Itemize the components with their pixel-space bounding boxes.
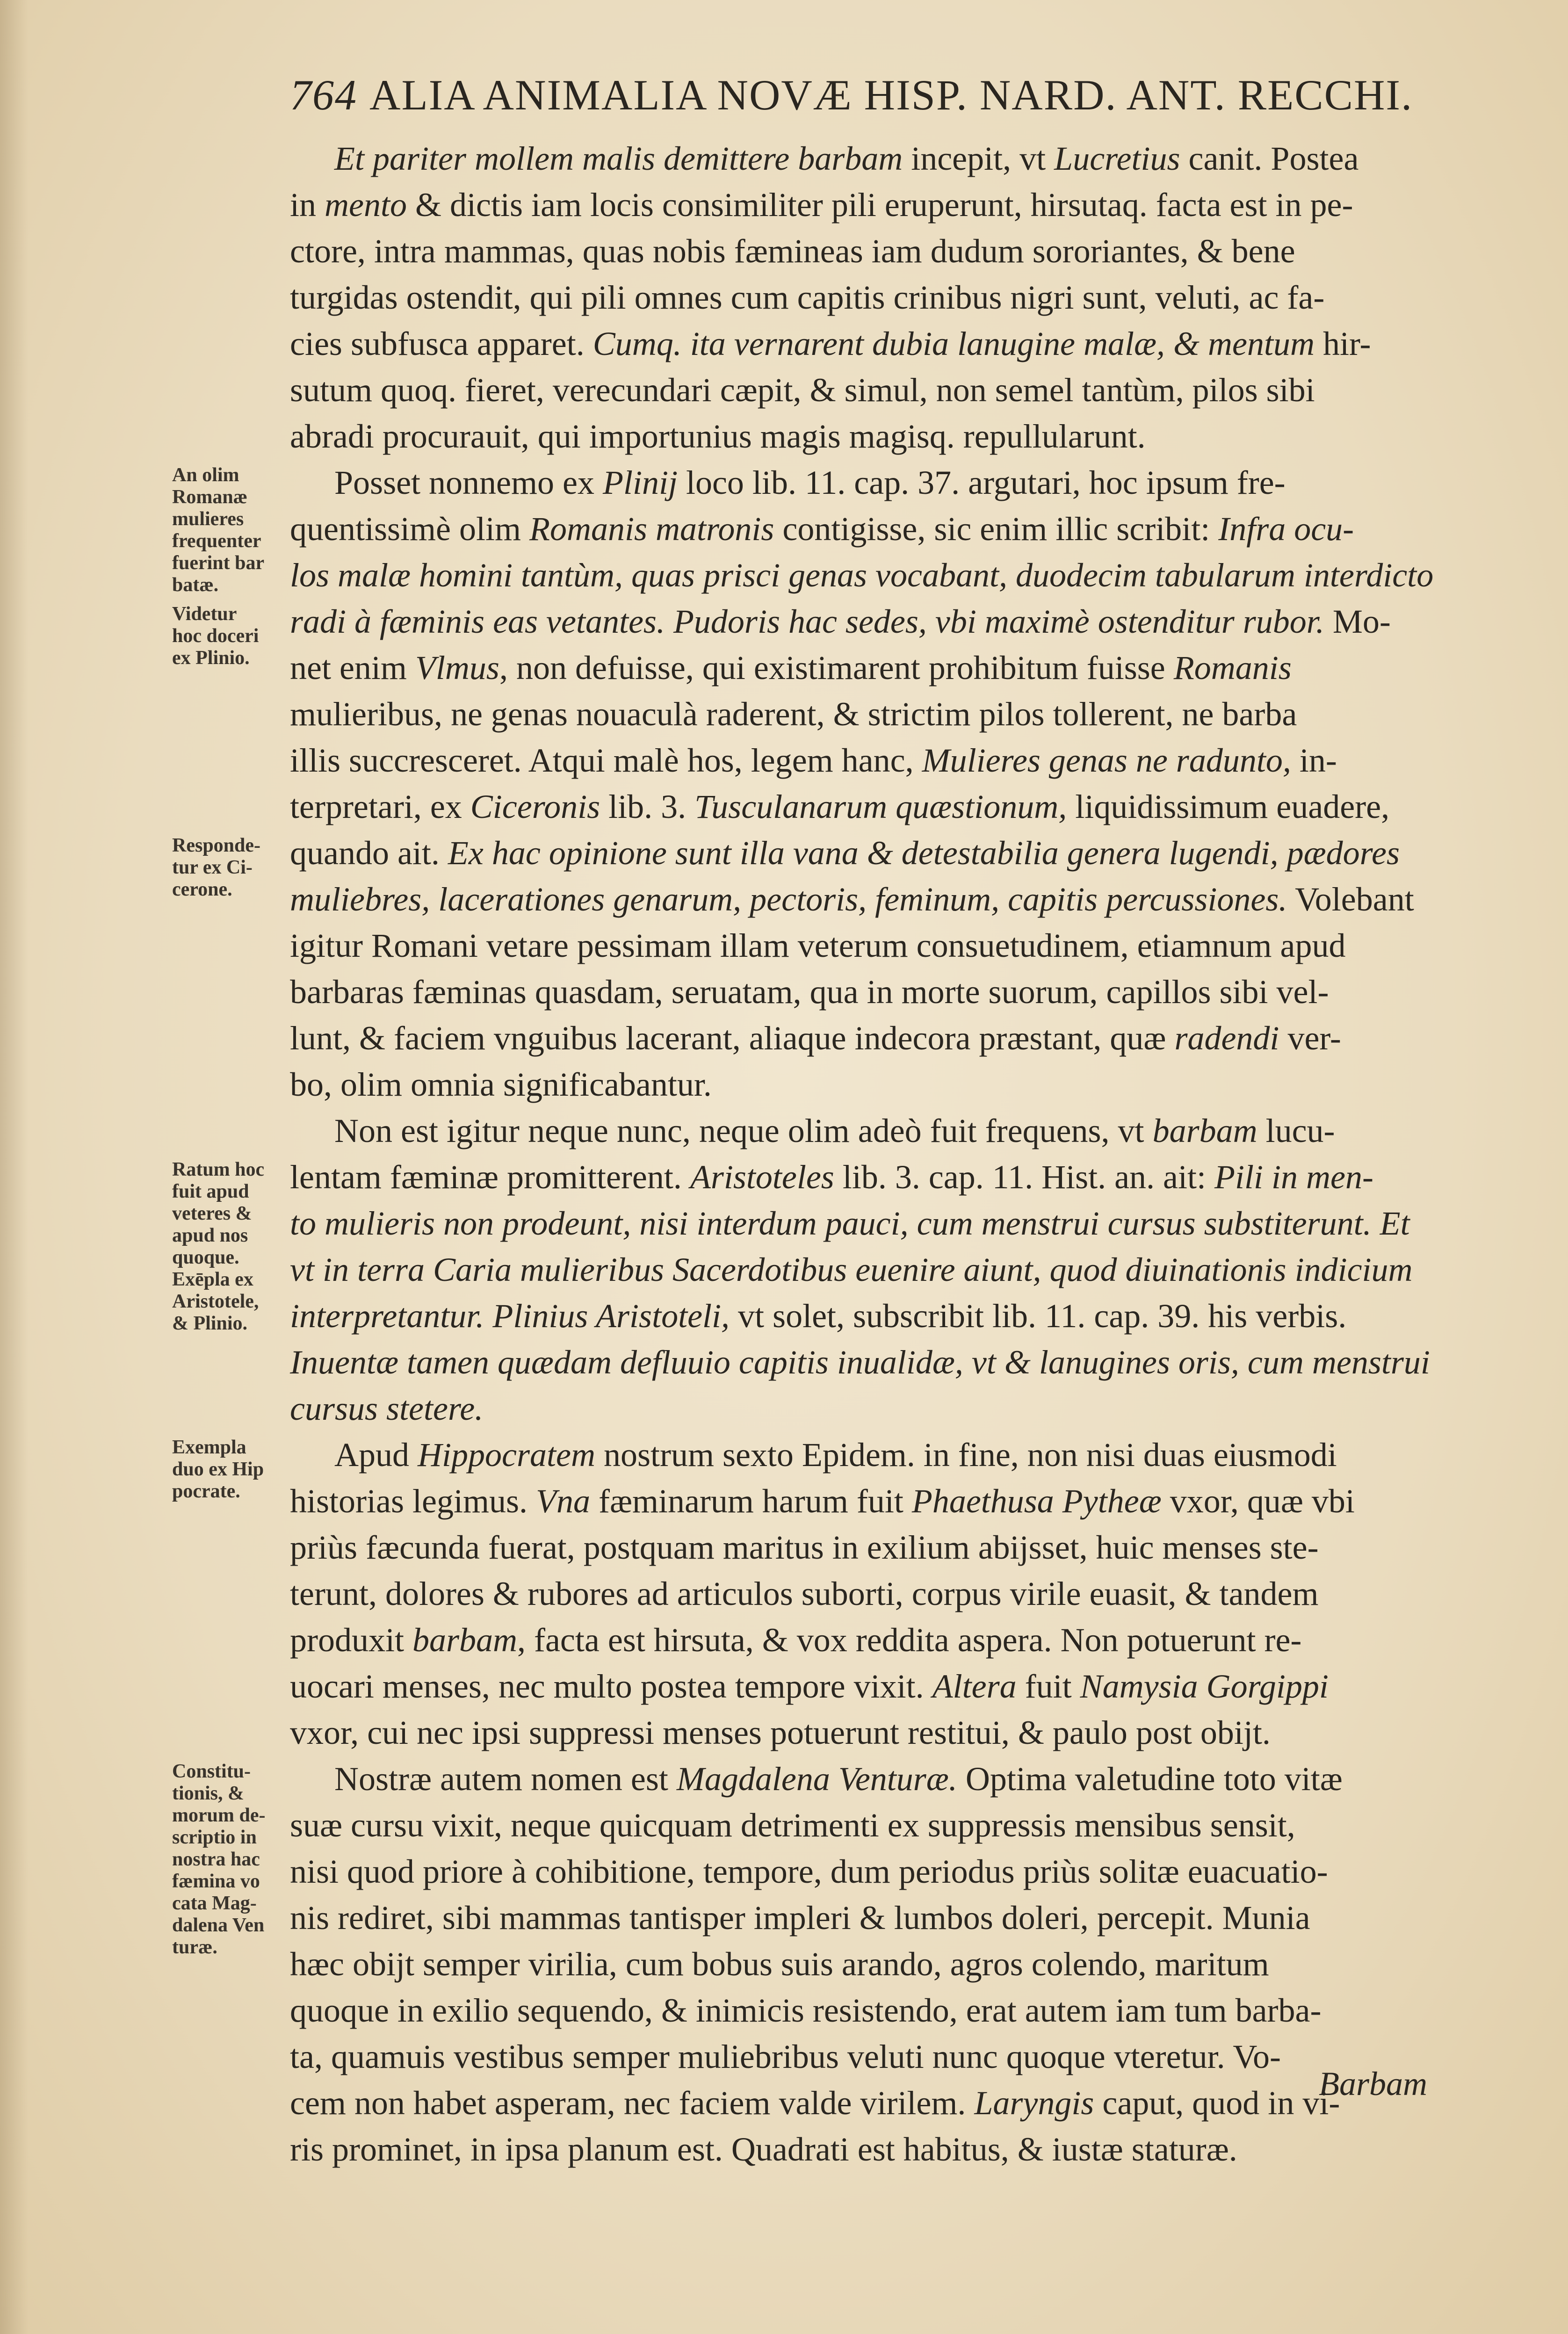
- margin-note-line: Exempla: [172, 1437, 246, 1458]
- italic-span: Ciceronis: [470, 788, 600, 825]
- margin-note-line: batæ.: [172, 574, 219, 596]
- text-line: [290, 1293, 1487, 1339]
- italic-span: Vlmus: [415, 649, 499, 686]
- text-span: ver-: [1279, 1019, 1341, 1057]
- text-span: in: [290, 186, 325, 224]
- text-line: [290, 321, 1487, 367]
- text-line: [290, 1247, 1487, 1293]
- text-line: [290, 1895, 1487, 1941]
- text-span: cem non habet asperam, nec faciem valde virilem.: [290, 2084, 975, 2122]
- text-line: [290, 413, 1487, 460]
- text-span: uocari menses, nec multo postea tempore vixit.: [290, 1668, 932, 1705]
- margin-note-line: fuerint bar: [172, 552, 265, 574]
- text-line: [290, 2126, 1487, 2173]
- margin-note-line: Ratum hoc: [172, 1159, 265, 1180]
- text-line: [290, 830, 1487, 876]
- text-line: [290, 1756, 1487, 1802]
- text-span: fæminarum harum fuit: [590, 1482, 912, 1520]
- text-line: [290, 1987, 1487, 2034]
- margin-note-line: dalena Ven: [172, 1915, 265, 1936]
- margin-note-line: nostra hac: [172, 1849, 260, 1870]
- margin-note: [172, 464, 289, 596]
- italic-span: barbam: [412, 1621, 517, 1659]
- text-span: nostrum sexto Epidem. in fine, non nisi duas eiusmodi: [595, 1436, 1337, 1474]
- margin-note-line: Videtur: [172, 603, 237, 625]
- text-line: [290, 1200, 1487, 1247]
- text-line: [290, 1154, 1487, 1200]
- text-span: Mo-: [1324, 603, 1391, 640]
- margin-note-line: An olim: [172, 464, 239, 486]
- text-span: lentam fæminæ promitterent.: [290, 1158, 690, 1196]
- italic-span: Magdalena Venturæ.: [676, 1760, 957, 1798]
- text-line: [290, 136, 1487, 182]
- text-span: nisi quod priore à cohibitione, tempore, dum periodus priùs solitæ euacuatio-: [290, 1853, 1328, 1890]
- margin-note-line: ex Plinio.: [172, 647, 250, 669]
- binding-shadow: [0, 0, 28, 2334]
- text-span: suæ cursu vixit, neque quicquam detrimenti ex suppressis mensibus sensit,: [290, 1807, 1295, 1844]
- italic-span: Inuentæ tamen quædam defluuio capitis inualidæ, vt & lanugines oris, cum menstrui: [290, 1344, 1430, 1381]
- italic-span: Phaethusa Pytheæ: [911, 1482, 1162, 1520]
- text-line: [290, 737, 1487, 784]
- text-span: bo, olim omnia significabantur.: [290, 1066, 712, 1103]
- text-line: [290, 969, 1487, 1015]
- margin-note-line: duo ex Hip: [172, 1459, 264, 1480]
- text-span: nis rediret, sibi mammas tantisper impleri & lumbos doleri, percepit. Munia: [290, 1899, 1310, 1937]
- text-span: net enim: [290, 649, 415, 686]
- text-span: Apud: [334, 1436, 418, 1474]
- text-span: terunt, dolores & rubores ad articulos suborti, corpus virile euasit, & tandem: [290, 1575, 1319, 1612]
- italic-span: Tusculanarum quæstionum,: [694, 788, 1067, 825]
- text-span: Non est igitur neque nunc, neque olim adeò fuit frequens, vt: [334, 1112, 1153, 1149]
- italic-span: Hippocratem: [418, 1436, 595, 1474]
- text-line: [290, 691, 1487, 737]
- text-line: [290, 1478, 1487, 1525]
- italic-span: cursus stetere.: [290, 1390, 484, 1427]
- italic-span: vt in terra Caria mulieribus Sacerdotibus euenire aiunt, quod diuinationis indicium: [290, 1251, 1413, 1288]
- italic-span: Laryngis: [974, 2084, 1094, 2122]
- text-line: [290, 1802, 1487, 1849]
- margin-note-line: Responde-: [172, 835, 261, 856]
- text-line: [290, 1617, 1487, 1663]
- text-span: vxor, quæ vbi: [1161, 1482, 1355, 1520]
- text-span: Volebant: [1287, 881, 1414, 918]
- text-line: [290, 784, 1487, 830]
- italic-span: Cumq. ita vernarent dubia lanugine malæ, & mentum: [593, 325, 1315, 362]
- margin-note-line: cata Mag-: [172, 1893, 257, 1914]
- page-header: [290, 70, 1413, 120]
- text-span: lib. 3. cap. 11. Hist. an. ait:: [834, 1158, 1215, 1196]
- italic-span: Altera: [932, 1668, 1017, 1705]
- text-line: [290, 876, 1487, 923]
- text-span: lucu-: [1257, 1112, 1335, 1149]
- text-line: [290, 645, 1487, 691]
- text-span: ris prominet, in ipsa planum est. Quadrati est habitus, & iustæ staturæ.: [290, 2131, 1237, 2168]
- italic-span: Romanis matronis: [529, 510, 774, 548]
- text-span: fuit: [1016, 1668, 1080, 1705]
- text-line: [290, 506, 1487, 552]
- text-span: cies subfusca apparet.: [290, 325, 593, 362]
- text-span: abradi procurauit, qui importunius magis magisq. repullularunt.: [290, 418, 1146, 455]
- text-line: [290, 1108, 1487, 1154]
- text-line: [290, 1015, 1487, 1062]
- margin-note-line: quoque.: [172, 1247, 239, 1268]
- text-span: terpretari, ex: [290, 788, 470, 825]
- margin-note-line: morum de-: [172, 1805, 266, 1826]
- text-span: incepit, vt: [903, 140, 1055, 177]
- text-span: quando ait.: [290, 834, 448, 872]
- margin-note-line: cerone.: [172, 879, 232, 900]
- margin-note-line: frequenter: [172, 530, 261, 552]
- text-line: [290, 2034, 1487, 2080]
- text-span: & dictis iam locis consimiliter pili eruperunt, hirsutaq. facta est in pe-: [406, 186, 1353, 224]
- margin-note-line: Exēpla ex: [172, 1269, 253, 1290]
- text-span: illis succresceret. Atqui malè hos, legem hanc,: [290, 742, 922, 779]
- text-line: [290, 1710, 1487, 1756]
- text-line: [290, 1849, 1487, 1895]
- text-span: priùs fæcunda fuerat, postquam maritus in exilium abijsset, huic menses ste-: [290, 1529, 1319, 1566]
- margin-note-line: scriptio in: [172, 1827, 257, 1848]
- text-line: [290, 367, 1487, 413]
- margin-note: [172, 835, 289, 901]
- text-span: historias legimus.: [290, 1482, 536, 1520]
- italic-span: Et pariter mollem malis demittere barbam: [334, 140, 903, 177]
- italic-span: to mulieris non prodeunt, nisi interdum pauci, cum menstrui cursus substiterunt. Et: [290, 1205, 1410, 1242]
- catchword: Barbam: [1319, 2065, 1427, 2103]
- text-line: [290, 599, 1487, 645]
- text-line: [290, 460, 1487, 506]
- italic-span: muliebres, lacerationes genarum, pectoris, feminum, capitis percussiones.: [290, 881, 1287, 918]
- text-line: [290, 275, 1487, 321]
- text-span: produxit: [290, 1621, 412, 1659]
- margin-note-line: tionis, &: [172, 1783, 245, 1804]
- italic-span: Infra ocu-: [1218, 510, 1354, 548]
- text-span: quoque in exilio sequendo, & inimicis resistendo, erat autem iam tum barba-: [290, 1992, 1322, 2029]
- text-span: , non defuisse, qui existimarent prohibitum fuisse: [499, 649, 1174, 686]
- running-title: ALIA ANIMALIA NOVÆ HISP. NARD. ANT. RECCHI.: [369, 71, 1413, 119]
- text-line: [290, 228, 1487, 275]
- text-line: [290, 552, 1487, 599]
- italic-span: Lucretius: [1054, 140, 1180, 177]
- text-line: [290, 1432, 1487, 1478]
- margin-note-line: Aristotele,: [172, 1291, 259, 1312]
- text-span: vxor, cui nec ipsi suppressi menses potuerunt restitui, & paulo post obijt.: [290, 1714, 1271, 1751]
- text-line: [290, 1525, 1487, 1571]
- text-line: [290, 1571, 1487, 1617]
- body-text: [290, 136, 1487, 2173]
- text-line: [290, 2080, 1487, 2126]
- margin-note: [172, 1159, 289, 1335]
- text-span: igitur Romani vetare pessimam illam veterum consuetudinem, etiamnum apud: [290, 927, 1346, 964]
- margin-note-line: tur ex Ci-: [172, 857, 253, 878]
- text-span: vt solet, subscribit lib. 11. cap. 39. his verbis.: [730, 1297, 1347, 1335]
- text-span: hæc obijt semper virilia, cum bobus suis arando, agros colendo, maritum: [290, 1945, 1269, 1983]
- margin-note-line: apud nos: [172, 1225, 248, 1246]
- text-span: turgidas ostendit, qui pili omnes cum capitis crinibus nigri sunt, veluti, ac fa-: [290, 279, 1325, 316]
- italic-span: mento: [325, 186, 407, 224]
- italic-span: radi à fæminis eas vetantes. Pudoris hac sedes, vbi maximè ostenditur rubor.: [290, 603, 1324, 640]
- margin-note-line: hoc doceri: [172, 625, 259, 647]
- text-line: [290, 923, 1487, 969]
- text-span: barbaras fæminas quasdam, seruatam, qua in morte suorum, capillos sibi vel-: [290, 973, 1329, 1011]
- text-span: ctore, intra mammas, quas nobis fæmineas iam dudum sororiantes, & bene: [290, 232, 1295, 270]
- text-span: ta, quamuis vestibus semper muliebribus veluti nunc quoque vteretur. Vo-: [290, 2038, 1281, 2075]
- italic-span: radendi: [1174, 1019, 1279, 1057]
- text-span: , facta est hirsuta, & vox reddita aspera. Non potuerunt re-: [517, 1621, 1302, 1659]
- margin-note-line: & Plinio.: [172, 1313, 248, 1334]
- text-span: quentissimè olim: [290, 510, 529, 548]
- italic-span: Plinij: [602, 464, 678, 501]
- italic-span: Pili in men-: [1214, 1158, 1373, 1196]
- margin-note-line: veteres &: [172, 1203, 252, 1224]
- italic-span: Mulieres genas ne radunto,: [922, 742, 1291, 779]
- text-line: [290, 1663, 1487, 1710]
- margin-note-line: mulieres: [172, 508, 244, 530]
- text-span: Optima valetudine toto vitæ: [957, 1760, 1343, 1798]
- text-span: caput, quod in vi-: [1094, 2084, 1340, 2122]
- margin-note-line: turæ.: [172, 1937, 217, 1958]
- margin-note-line: fæmina vo: [172, 1871, 260, 1892]
- text-span: loco lib. 11. cap. 37. argutari, hoc ipsum fre-: [677, 464, 1286, 501]
- italic-span: interpretantur. Plinius Aristoteli,: [290, 1297, 730, 1335]
- text-span: in-: [1291, 742, 1337, 779]
- margin-note-line: Constitu-: [172, 1761, 251, 1782]
- text-line: [290, 1941, 1487, 1987]
- text-span: liquidissimum euadere,: [1067, 788, 1390, 825]
- text-span: canit. Postea: [1180, 140, 1359, 177]
- margin-note-line: pocrate.: [172, 1481, 240, 1502]
- margin-note: [172, 603, 289, 669]
- text-span: hir-: [1314, 325, 1371, 362]
- italic-span: Aristoteles: [690, 1158, 834, 1196]
- italic-span: Ex hac opinione sunt illa vana & detestabilia genera lugendi, pædores: [448, 834, 1400, 872]
- text-span: lib. 3.: [600, 788, 695, 825]
- margin-note-line: Romanæ: [172, 486, 248, 508]
- italic-span: barbam: [1152, 1112, 1257, 1149]
- text-span: Nostræ autem nomen est: [334, 1760, 677, 1798]
- page-number: 764: [290, 71, 357, 119]
- text-line: [290, 1386, 1487, 1432]
- text-line: [290, 182, 1487, 228]
- text-span: mulieribus, ne genas nouaculà raderent, & strictim pilos tollerent, ne barba: [290, 695, 1297, 733]
- text-span: contigisse, sic enim illic scribit:: [774, 510, 1219, 548]
- text-line: [290, 1062, 1487, 1108]
- text-span: sutum quoq. fieret, verecundari cæpit, & simul, non semel tantùm, pilos sibi: [290, 371, 1315, 409]
- margin-note: [172, 1437, 289, 1503]
- text-span: Posset nonnemo ex: [334, 464, 603, 501]
- italic-span: los malæ homini tantùm, quas prisci genas vocabant, duodecim tabularum interdicto: [290, 556, 1434, 594]
- margin-note: [172, 1761, 289, 1958]
- italic-span: Namysia Gorgippi: [1080, 1668, 1329, 1705]
- text-span: lunt, & faciem vnguibus lacerant, aliaque indecora præstant, quæ: [290, 1019, 1175, 1057]
- text-line: [290, 1339, 1487, 1386]
- italic-span: Vna: [535, 1482, 590, 1520]
- margin-note-line: fuit apud: [172, 1181, 249, 1202]
- italic-span: Romanis: [1173, 649, 1292, 686]
